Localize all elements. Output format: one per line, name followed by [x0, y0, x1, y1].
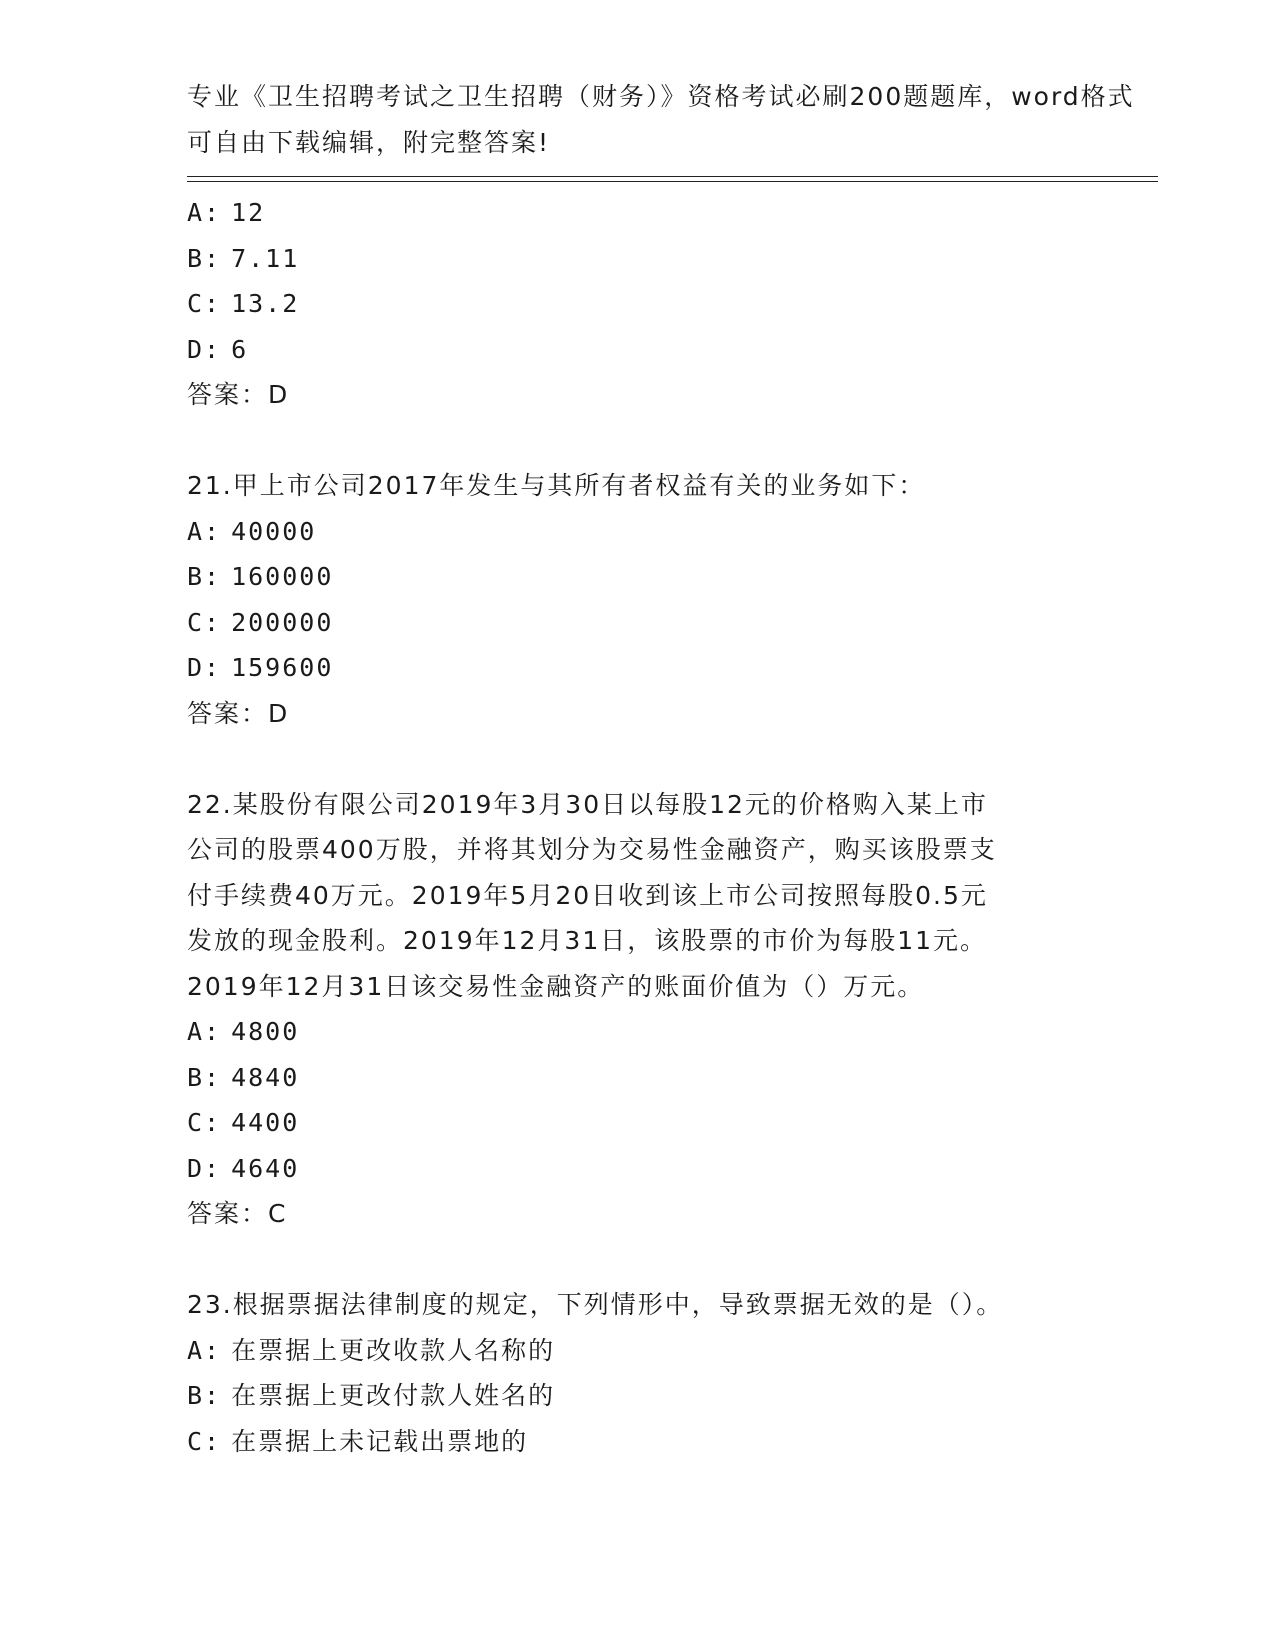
question-text-line: 公司的股票400万股，并将其划分为交易性金融资产，购买该股票支: [187, 835, 997, 864]
answer-value: D: [268, 698, 290, 728]
question-text-line: 付手续费40万元。2019年5月20日收到该上市公司按照每股0.5元: [187, 880, 988, 910]
option-b: B: 在票据上更改付款人姓名的: [187, 1381, 556, 1410]
option-c: C: 4400: [187, 1108, 300, 1137]
question-text-line: 2019年12月31日该交易性金融资产的账面价值为（）万元。: [187, 971, 925, 1001]
option-d: D: 4640: [187, 1153, 300, 1183]
option-a: A: 40000: [187, 516, 317, 546]
header-line-1: 专业《卫生招聘考试之卫生招聘（财务）》资格考试必刷200题题库，word格式: [187, 82, 1135, 111]
answer-line: [187, 372, 1087, 418]
answer-value: C: [268, 1199, 288, 1228]
question-text-line: 发放的现金股利。2019年12月31日，该股票的市价为每股11元。: [187, 926, 988, 955]
option-a: A: 在票据上更改收款人名称的: [187, 1335, 556, 1365]
question-block: [187, 190, 1087, 418]
option-b: B: 7.11: [187, 243, 300, 273]
option-d: D: 159600: [187, 653, 334, 682]
answer-line: [187, 691, 1087, 737]
question-text: 23.根据票据法律制度的规定，下列情形中，导致票据无效的是（）。: [187, 1290, 1004, 1319]
option-a: A: 4800: [187, 1017, 300, 1046]
header-divider-bottom: [187, 181, 1158, 182]
option-c: C: 200000: [187, 607, 334, 637]
question-text-line: 22.某股份有限公司2019年3月30日以每股12元的价格购入某上市: [187, 789, 988, 819]
question-text: 21.甲上市公司2017年发生与其所有者权益有关的业务如下：: [187, 471, 926, 500]
question-block: [187, 782, 1087, 1237]
option-d: D: 6: [187, 334, 249, 364]
answer-label: 答案：: [187, 380, 269, 409]
question-block: [187, 463, 1087, 736]
header-divider-top: [187, 176, 1158, 177]
option-a: A: 12: [187, 198, 266, 227]
answer-value: D: [268, 380, 290, 409]
option-b: B: 160000: [187, 562, 334, 591]
header-line-2: 可自由下载编辑，附完整答案!: [187, 127, 551, 157]
answer-line: [187, 1191, 1087, 1237]
option-b: B: 4840: [187, 1062, 300, 1092]
question-block: [187, 1282, 1087, 1464]
option-c: C: 在票据上未记载出票地的: [187, 1426, 529, 1456]
document-header: [187, 74, 1135, 165]
question-list: [187, 190, 1087, 1464]
option-c: C: 13.2: [187, 289, 300, 318]
answer-label: 答案：: [187, 1199, 269, 1228]
answer-label: 答案：: [187, 698, 269, 728]
